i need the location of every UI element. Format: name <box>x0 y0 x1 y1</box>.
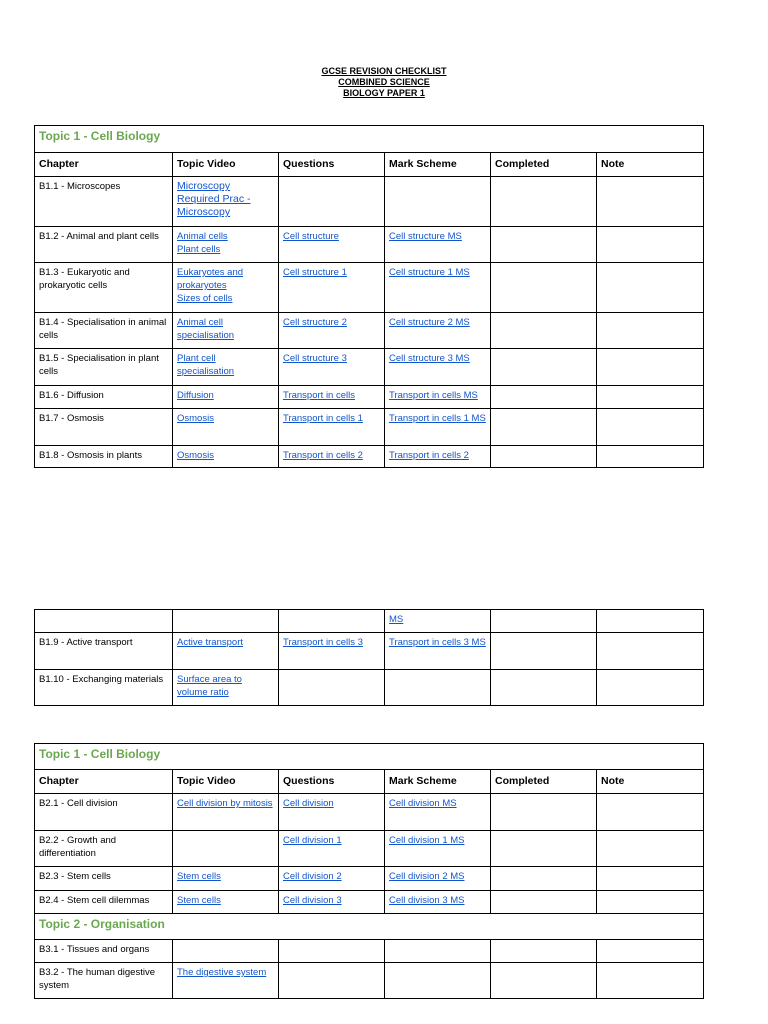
table-row <box>35 963 704 999</box>
completed-cell[interactable] <box>491 446 597 468</box>
video-link[interactable]: Active transport <box>177 637 243 648</box>
mark-scheme-link[interactable]: Cell structure 3 MS <box>389 353 470 364</box>
questions-cell <box>279 610 385 633</box>
note-cell[interactable] <box>597 349 704 386</box>
completed-cell[interactable] <box>491 867 597 891</box>
mark-scheme-cell <box>385 177 491 227</box>
chapter-cell: B1.3 - Eukaryotic and prokaryotic cells <box>35 263 173 313</box>
questions-cell <box>279 386 385 409</box>
mark-scheme-link[interactable]: Cell division 2 MS <box>389 871 465 882</box>
col-header-completed: Completed <box>491 153 597 177</box>
questions-cell <box>279 633 385 670</box>
col-header-mark-scheme: Mark Scheme <box>385 153 491 177</box>
table-row <box>35 633 704 670</box>
questions-link[interactable]: Cell division <box>283 798 334 809</box>
video-link[interactable]: Required Prac - <box>177 193 251 205</box>
topic-heading: Topic 2 - Organisation <box>35 914 704 940</box>
completed-cell[interactable] <box>491 263 597 313</box>
mark-scheme-cell <box>385 670 491 706</box>
chapter-cell: B1.1 - Microscopes <box>35 177 173 227</box>
video-cell <box>173 610 279 633</box>
video-link[interactable]: Eukaryotes and prokaryotes <box>177 267 244 291</box>
mark-scheme-cell <box>385 610 491 633</box>
questions-cell <box>279 446 385 468</box>
completed-cell[interactable] <box>491 940 597 963</box>
table-row <box>35 610 704 633</box>
questions-cell <box>279 867 385 891</box>
video-cell <box>173 227 279 263</box>
note-cell[interactable] <box>597 940 704 963</box>
col-header-questions: Questions <box>279 153 385 177</box>
table-row <box>35 409 704 446</box>
chapter-cell: B3.2 - The human digestive system <box>35 963 173 999</box>
chapter-cell: B1.6 - Diffusion <box>35 386 173 409</box>
video-cell <box>173 831 279 867</box>
questions-cell <box>279 263 385 313</box>
chapter-cell: B2.4 - Stem cell dilemmas <box>35 891 173 914</box>
mark-scheme-link[interactable]: Cell division 3 MS <box>389 895 465 906</box>
video-cell <box>173 867 279 891</box>
video-cell <box>173 386 279 409</box>
questions-link[interactable]: Cell structure 2 <box>283 317 347 328</box>
col-header-note: Note <box>597 153 704 177</box>
col-header-mark-scheme: Mark Scheme <box>385 770 491 794</box>
completed-cell[interactable] <box>491 177 597 227</box>
table-row <box>35 263 704 313</box>
video-link[interactable]: Plant cells <box>177 244 221 255</box>
note-cell[interactable] <box>597 446 704 468</box>
video-link[interactable]: Microscopy <box>177 206 231 218</box>
mark-scheme-link[interactable]: Transport in cells 3 MS <box>389 637 486 648</box>
completed-cell[interactable] <box>491 670 597 706</box>
completed-cell[interactable] <box>491 409 597 446</box>
video-link[interactable]: Animal cells <box>177 231 228 242</box>
video-link[interactable]: The digestive system <box>177 967 267 978</box>
video-cell <box>173 794 279 831</box>
questions-link[interactable]: Cell division 3 <box>283 895 342 906</box>
mark-scheme-cell <box>385 831 491 867</box>
table-row <box>35 386 704 409</box>
video-cell <box>173 409 279 446</box>
video-cell <box>173 446 279 468</box>
note-cell[interactable] <box>597 227 704 263</box>
questions-cell <box>279 177 385 227</box>
completed-cell[interactable] <box>491 891 597 914</box>
completed-cell[interactable] <box>491 227 597 263</box>
video-link[interactable]: Diffusion <box>177 390 214 401</box>
completed-cell[interactable] <box>491 963 597 999</box>
mark-scheme-cell <box>385 446 491 468</box>
header-subtitle: COMBINED SCIENCE <box>338 77 430 87</box>
video-cell <box>173 349 279 386</box>
questions-link[interactable]: Cell division 2 <box>283 871 342 882</box>
mark-scheme-cell <box>385 633 491 670</box>
questions-link[interactable]: Cell structure 1 <box>283 267 347 278</box>
video-link[interactable]: Osmosis <box>177 450 214 461</box>
mark-scheme-link[interactable]: Cell division 1 MS <box>389 835 465 846</box>
questions-link[interactable]: Cell structure 3 <box>283 353 347 364</box>
completed-cell[interactable] <box>491 349 597 386</box>
chapter-cell: B1.10 - Exchanging materials <box>35 670 173 706</box>
video-link[interactable]: Surface area to volume ratio <box>177 674 242 698</box>
mark-scheme-cell <box>385 963 491 999</box>
col-header-topic-video: Topic Video <box>173 770 279 794</box>
chapter-cell: B3.1 - Tissues and organs <box>35 940 173 963</box>
questions-cell <box>279 670 385 706</box>
mark-scheme-cell <box>385 263 491 313</box>
mark-scheme-cell <box>385 386 491 409</box>
note-cell[interactable] <box>597 867 704 891</box>
video-link[interactable]: Stem cells <box>177 871 221 882</box>
questions-cell <box>279 831 385 867</box>
completed-cell[interactable] <box>491 794 597 831</box>
mark-scheme-link[interactable]: Cell structure MS <box>389 231 462 242</box>
questions-link[interactable]: Transport in cells 3 <box>283 637 363 648</box>
note-cell[interactable] <box>597 670 704 706</box>
questions-cell <box>279 940 385 963</box>
col-header-chapter: Chapter <box>35 153 173 177</box>
mark-scheme-cell <box>385 794 491 831</box>
video-cell <box>173 633 279 670</box>
mark-scheme-cell <box>385 227 491 263</box>
questions-cell <box>279 409 385 446</box>
note-cell[interactable] <box>597 794 704 831</box>
header-paper: BIOLOGY PAPER 1 <box>343 88 425 98</box>
mark-scheme-cell <box>385 867 491 891</box>
note-cell[interactable] <box>597 313 704 349</box>
chapter-cell: B1.7 - Osmosis <box>35 409 173 446</box>
video-link[interactable]: Sizes of cells <box>177 293 233 304</box>
video-link[interactable]: Animal cell specialisation <box>177 317 235 341</box>
questions-link[interactable]: Cell division 1 <box>283 835 342 846</box>
chapter-cell: B1.9 - Active transport <box>35 633 173 670</box>
table-row <box>35 313 704 349</box>
checklist-table-2 <box>34 743 704 999</box>
note-cell[interactable] <box>597 831 704 867</box>
video-cell <box>173 963 279 999</box>
mark-scheme-link[interactable]: MS <box>389 614 404 625</box>
mark-scheme-link[interactable]: Transport in cells 2 <box>389 450 469 461</box>
mark-scheme-link[interactable]: Transport in cells 1 MS <box>389 413 486 424</box>
table-row <box>35 177 704 227</box>
completed-cell[interactable] <box>491 831 597 867</box>
mark-scheme-cell <box>385 313 491 349</box>
chapter-cell: B1.8 - Osmosis in plants <box>35 446 173 468</box>
note-cell[interactable] <box>597 177 704 227</box>
chapter-cell: B1.4 - Specialisation in animal cells <box>35 313 173 349</box>
questions-cell <box>279 891 385 914</box>
header-title: GCSE REVISION CHECKLIST <box>321 66 447 76</box>
mark-scheme-link[interactable]: Transport in cells MS <box>389 390 478 401</box>
chapter-cell <box>35 610 173 633</box>
completed-cell[interactable] <box>491 313 597 349</box>
questions-cell <box>279 963 385 999</box>
video-link[interactable]: Osmosis <box>177 413 214 424</box>
topic-heading: Topic 1 - Cell Biology <box>35 126 704 153</box>
col-header-note: Note <box>597 770 704 794</box>
video-cell <box>173 263 279 313</box>
video-cell <box>173 177 279 227</box>
video-cell <box>173 670 279 706</box>
video-link[interactable]: Stem cells <box>177 895 221 906</box>
questions-link[interactable]: Transport in cells 2 <box>283 450 363 461</box>
video-cell <box>173 891 279 914</box>
col-header-completed: Completed <box>491 770 597 794</box>
table-row <box>35 940 704 963</box>
chapter-cell: B1.5 - Specialisation in plant cells <box>35 349 173 386</box>
video-link[interactable]: Microscopy <box>177 180 231 192</box>
checklist-table-1 <box>34 125 704 468</box>
completed-cell[interactable] <box>491 633 597 670</box>
table-row <box>35 349 704 386</box>
mark-scheme-link[interactable]: Cell division MS <box>389 798 457 809</box>
table-row <box>35 891 704 914</box>
mark-scheme-cell <box>385 409 491 446</box>
questions-cell <box>279 313 385 349</box>
video-link[interactable]: Plant cell specialisation <box>177 353 235 377</box>
note-cell[interactable] <box>597 963 704 999</box>
completed-cell[interactable] <box>491 386 597 409</box>
table-row <box>35 446 704 468</box>
note-cell[interactable] <box>597 891 704 914</box>
table-row <box>35 831 704 867</box>
checklist-table-continuation <box>34 609 704 706</box>
questions-cell <box>279 794 385 831</box>
chapter-cell: B2.1 - Cell division <box>35 794 173 831</box>
mark-scheme-cell <box>385 349 491 386</box>
table-row <box>35 670 704 706</box>
questions-link[interactable]: Transport in cells 1 <box>283 413 363 424</box>
col-header-chapter: Chapter <box>35 770 173 794</box>
note-cell[interactable] <box>597 633 704 670</box>
questions-link[interactable]: Cell structure <box>283 231 339 242</box>
mark-scheme-link[interactable]: Cell structure 2 MS <box>389 317 470 328</box>
table-row <box>35 227 704 263</box>
video-cell <box>173 940 279 963</box>
questions-cell <box>279 227 385 263</box>
chapter-cell: B2.3 - Stem cells <box>35 867 173 891</box>
video-cell <box>173 313 279 349</box>
note-cell[interactable] <box>597 610 704 633</box>
questions-cell <box>279 349 385 386</box>
col-header-questions: Questions <box>279 770 385 794</box>
col-header-topic-video: Topic Video <box>173 153 279 177</box>
mark-scheme-cell <box>385 940 491 963</box>
chapter-cell: B1.2 - Animal and plant cells <box>35 227 173 263</box>
note-cell[interactable] <box>597 386 704 409</box>
chapter-cell: B2.2 - Growth and differentiation <box>35 831 173 867</box>
completed-cell[interactable] <box>491 610 597 633</box>
table-row <box>35 794 704 831</box>
note-cell[interactable] <box>597 263 704 313</box>
note-cell[interactable] <box>597 409 704 446</box>
topic-heading: Topic 1 - Cell Biology <box>35 744 704 770</box>
questions-link[interactable]: Transport in cells <box>283 390 355 401</box>
table-row <box>35 867 704 891</box>
mark-scheme-link[interactable]: Cell structure 1 MS <box>389 267 470 278</box>
document-header <box>0 66 768 99</box>
mark-scheme-cell <box>385 891 491 914</box>
video-link[interactable]: Cell division by mitosis <box>177 798 273 809</box>
